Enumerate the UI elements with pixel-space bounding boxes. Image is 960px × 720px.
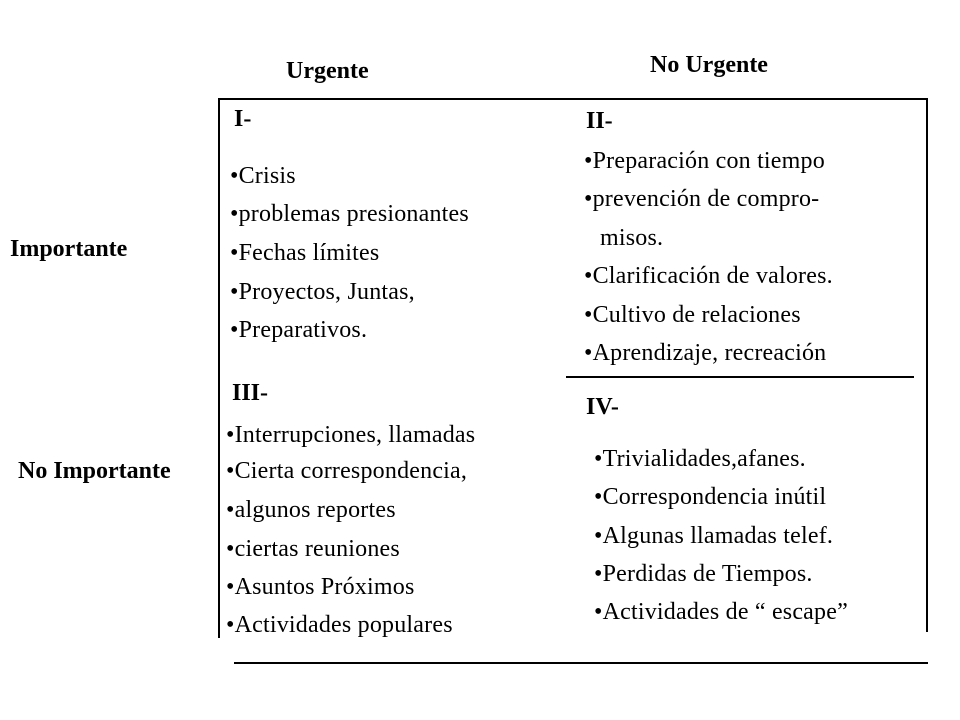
list-item: •Interrupciones, llamadas bbox=[226, 422, 476, 448]
list-item: •Actividades de “ escape” bbox=[594, 599, 848, 625]
list-item: •Trivialidades,afanes. bbox=[594, 446, 806, 472]
grid-line-middle-right bbox=[566, 376, 914, 378]
header-not-urgent: No Urgente bbox=[650, 52, 768, 78]
list-item: •prevención de compro- bbox=[584, 186, 820, 212]
list-item: •Fechas límites bbox=[230, 240, 380, 266]
list-item: •Asuntos Próximos bbox=[226, 574, 415, 600]
list-item: •Preparativos. bbox=[230, 317, 368, 343]
header-urgent: Urgente bbox=[286, 58, 369, 84]
list-item: misos. bbox=[600, 225, 664, 251]
list-item: •Preparación con tiempo bbox=[584, 148, 825, 174]
list-item: •Actividades populares bbox=[226, 612, 453, 638]
quadrant-title: IV- bbox=[586, 394, 619, 420]
list-item: •ciertas reuniones bbox=[226, 536, 400, 562]
list-item: •Correspondencia inútil bbox=[594, 484, 827, 510]
list-item: •problemas presionantes bbox=[230, 201, 469, 227]
list-item: •Cierta correspondencia, bbox=[226, 458, 468, 484]
quadrant-title: I- bbox=[234, 106, 252, 132]
list-item: •Proyectos, Juntas, bbox=[230, 279, 415, 305]
list-item: •Cultivo de relaciones bbox=[584, 302, 801, 328]
grid-line-right bbox=[926, 98, 928, 632]
list-item: •Aprendizaje, recreación bbox=[584, 340, 827, 366]
grid-line-left bbox=[218, 98, 220, 638]
grid-line-bottom bbox=[234, 662, 928, 664]
quadrant-title: II- bbox=[586, 108, 613, 134]
list-item: •Algunas llamadas telef. bbox=[594, 523, 834, 549]
list-item: •algunos reportes bbox=[226, 497, 396, 523]
row-label-not-important: No Importante bbox=[18, 458, 171, 484]
list-item: •Perdidas de Tiempos. bbox=[594, 561, 813, 587]
list-item: •Crisis bbox=[230, 163, 296, 189]
list-item: •Clarificación de valores. bbox=[584, 263, 833, 289]
row-label-important: Importante bbox=[10, 236, 128, 262]
grid-line-top bbox=[218, 98, 928, 100]
quadrant-title: III- bbox=[232, 380, 269, 406]
